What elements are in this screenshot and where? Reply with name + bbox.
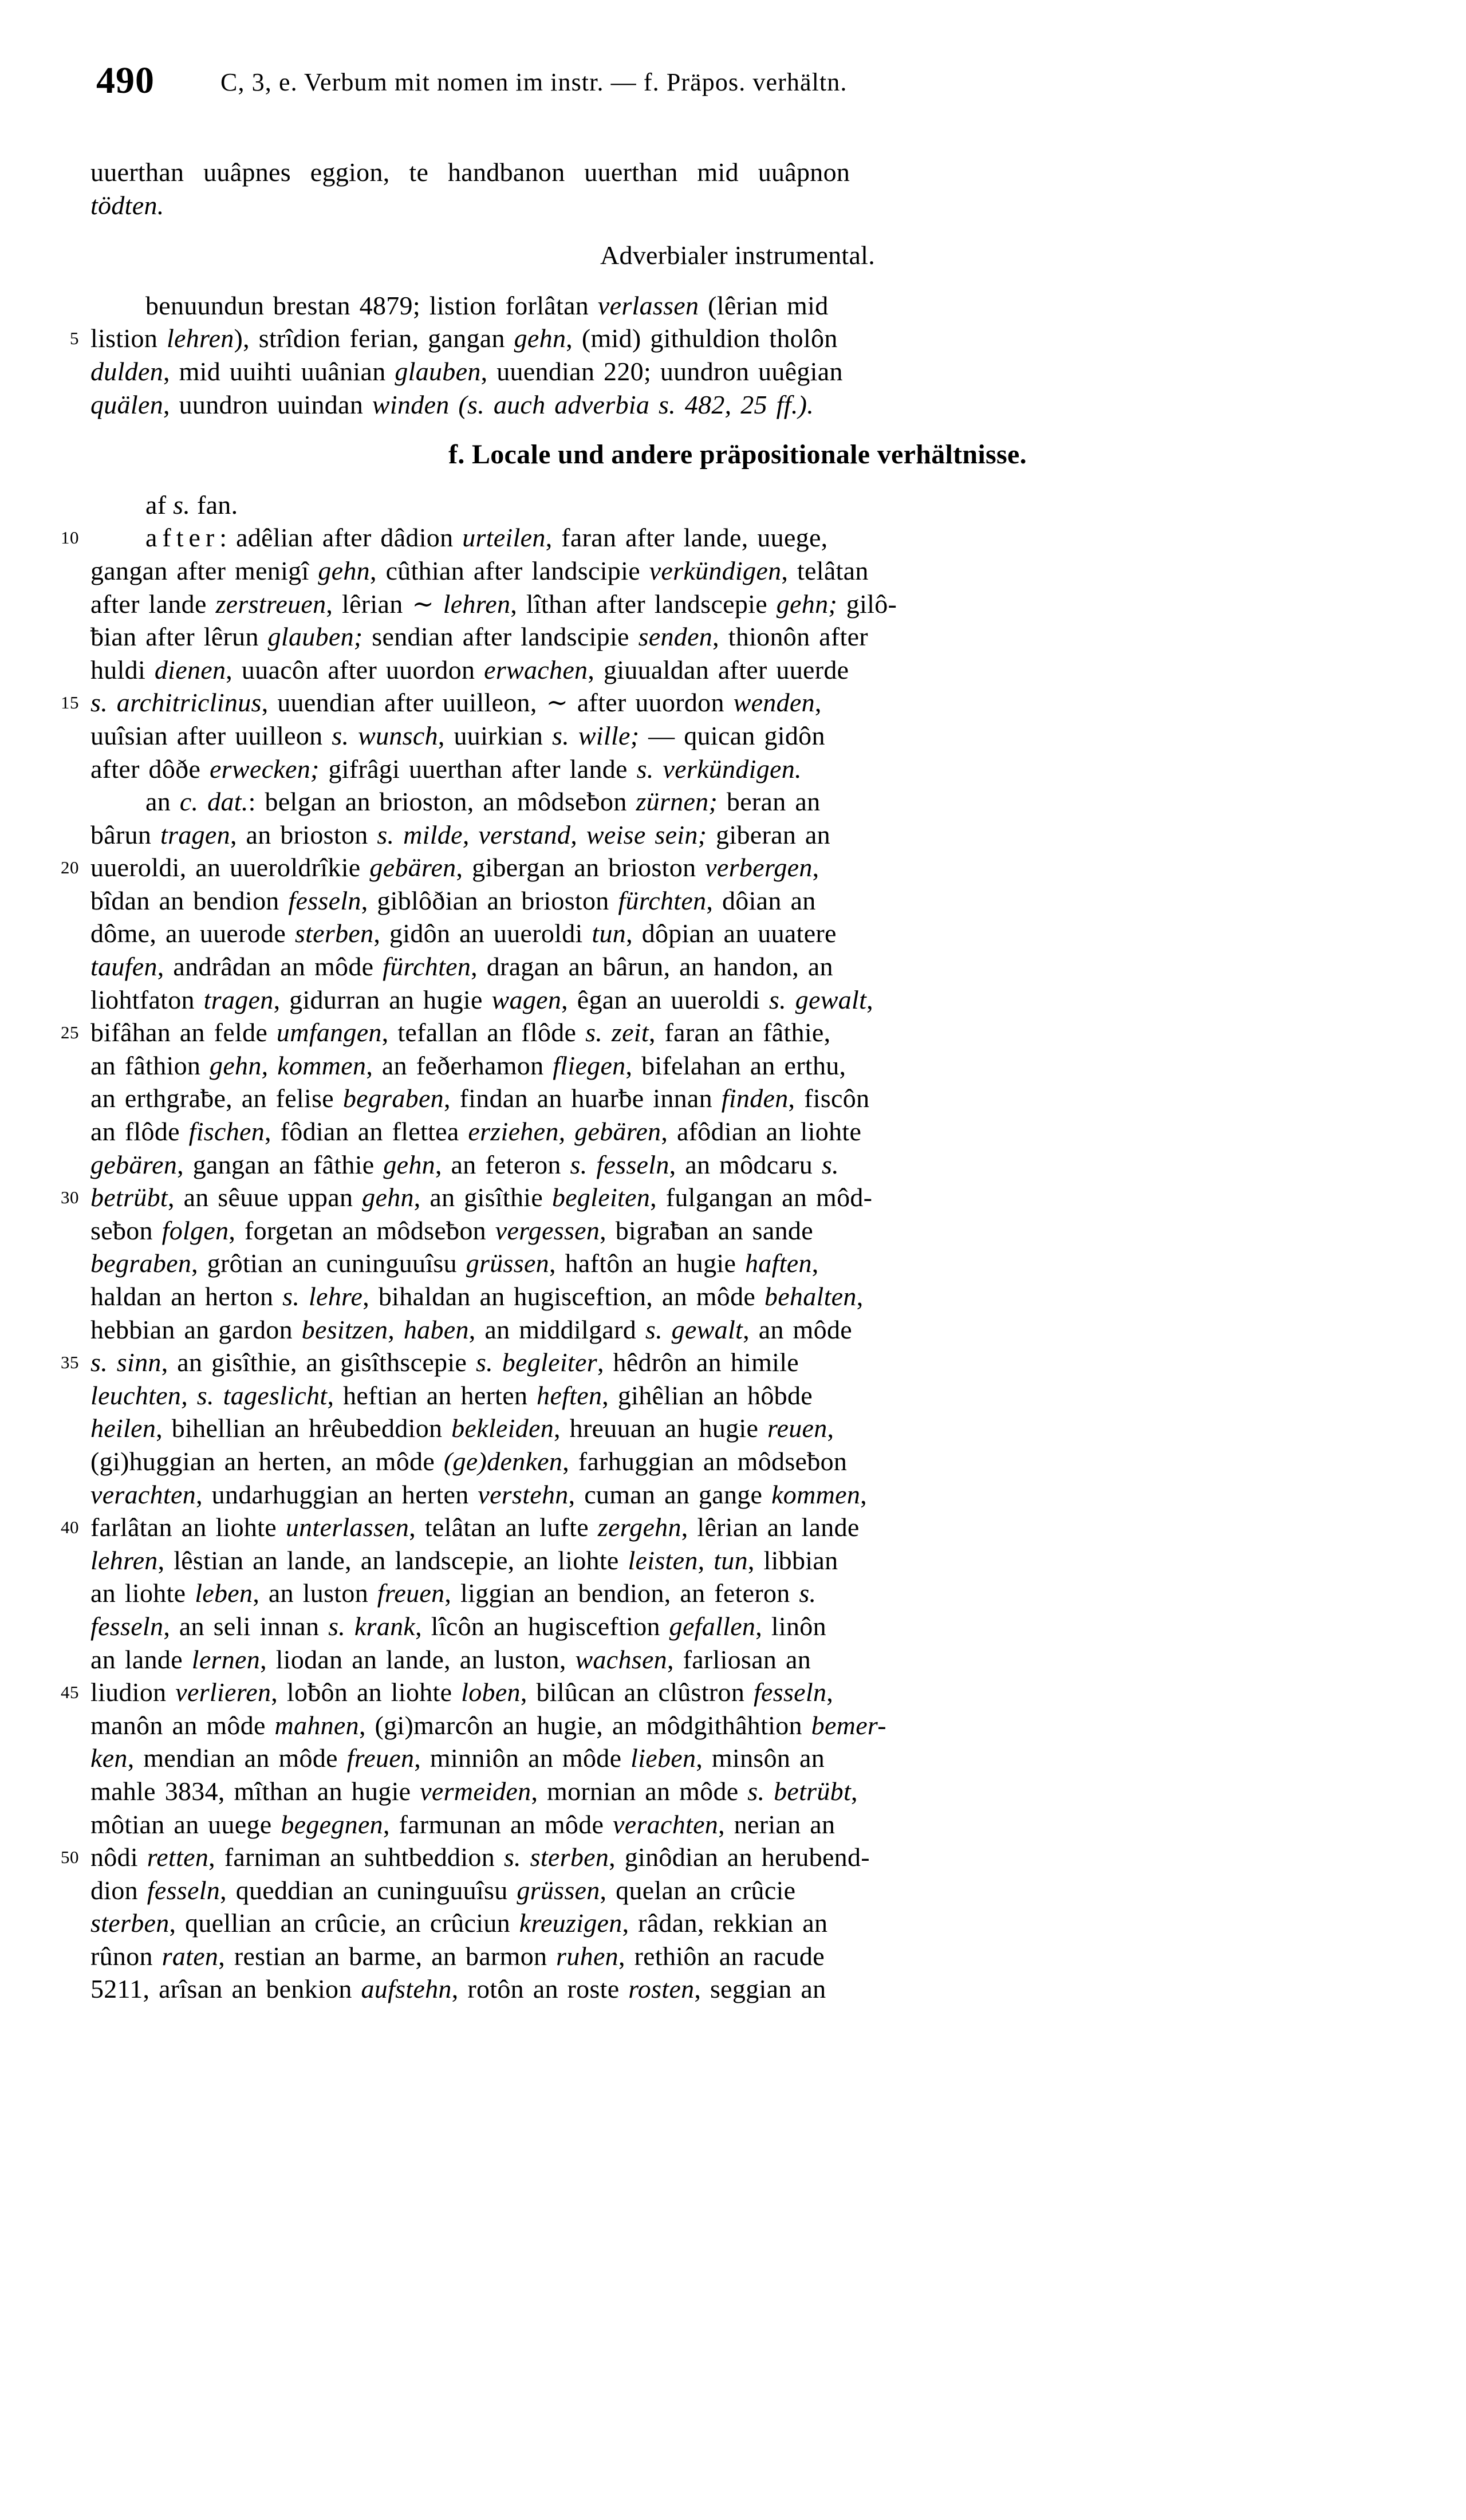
text-line [0, 1808, 1466, 1841]
text-line [0, 355, 1466, 388]
text-line [0, 1016, 1466, 1049]
line-text: bârun tragen, an brioston s. milde, verstand, weise sein; giberan an [90, 820, 830, 849]
line-text: ƀian after lêrun glauben; sendian after landscipie senden, thionôn after [90, 622, 868, 652]
line-text: after: adêlian after dâdion urteilen, faran after lande, uuege, [145, 523, 828, 553]
line-text: 5211, arîsan an benkion aufstehn, rotôn an roste rosten, seggian an [90, 1974, 826, 2004]
line-spacer [0, 272, 1466, 289]
line-text: mahle 3834, mîthan an hugie vermeiden, mornian an môde s. betrübt, [90, 1776, 858, 1806]
line-text: farlâtan an liohte unterlassen, telâtan an lufte zergehn, lêrian an lande [90, 1513, 860, 1542]
line-text: an erthgraƀe, an felise begraben, findan an huarƀe innan finden, fiscôn [90, 1084, 870, 1113]
text-line [0, 785, 1466, 818]
line-number: 35 [61, 1352, 79, 1373]
line-number: 30 [61, 1187, 79, 1208]
line-text: bifâhan an felde umfangen, tefallan an flôde s. zeit, faran an fâthie, [90, 1018, 831, 1048]
text-line [0, 239, 1466, 272]
text-line [0, 156, 1466, 189]
line-text: tödten. [90, 190, 164, 220]
line-text: gebären, gangan an fâthie gehn, an feteron s. fesseln, an môdcaru s. [90, 1149, 839, 1179]
text-line [0, 1577, 1466, 1610]
line-number: 50 [61, 1847, 79, 1868]
text-line [0, 1874, 1466, 1907]
line-text: quälen, uundron uuindan winden (s. auch adverbia s. 482, 25 ff.). [90, 389, 814, 419]
section-heading: f. Locale und andere präpositionale verhältnisse. [448, 439, 1027, 470]
line-text: uuerthan uuâpnes eggion, te handbanon uuerthan mid uuâpnon [90, 158, 850, 187]
text-line [0, 884, 1466, 918]
line-number: 20 [61, 857, 79, 878]
line-text: (gi)huggian an herten, an môde (ge)denken, farhuggian an môdseƀon [90, 1446, 848, 1476]
text-line [0, 1940, 1466, 1973]
text-line [0, 1049, 1466, 1082]
line-text: rûnon raten, restian an barme, an barmon ruhen, rethiôn an racude [90, 1941, 825, 1971]
text-line [0, 1610, 1466, 1643]
text-line [0, 917, 1466, 950]
line-text: benuundun brestan 4879; listion forlâtan verlassen (lêrian mid [145, 290, 829, 320]
text-line [0, 322, 1466, 355]
text-line [0, 1379, 1466, 1412]
text-line [0, 719, 1466, 753]
text-line [0, 1082, 1466, 1115]
line-text: heilen, bihellian an hrêubeddion bekleiden, hreuuan an hugie reuen, [90, 1413, 834, 1443]
line-text: an c. dat.: belgan an brioston, an môdseƀon zürnen; beran an [145, 787, 821, 817]
text-line [0, 1775, 1466, 1808]
text-line [0, 521, 1466, 554]
line-text: manôn an môde mahnen, (gi)marcôn an hugie, an môdgithâhtion bemer- [90, 1710, 886, 1740]
line-text: liudion verlieren, loƀôn an liohte loben, bilûcan an clûstron fesseln, [90, 1678, 834, 1707]
line-text: huldi dienen, uuacôn after uuordon erwachen, giuualdan after uuerde [90, 655, 849, 684]
line-text: dulden, mid uuihti uuânian glauben, uuendian 220; uundron uuêgian [90, 356, 843, 386]
line-text: after dôðe erwecken; gifrâgi uuerthan after lande s. verkündigen. [90, 754, 802, 783]
line-text: haldan an herton s. lehre, bihaldan an hugisceftion, an môde behalten, [90, 1282, 864, 1311]
text-line [0, 1346, 1466, 1379]
line-number: 10 [61, 527, 79, 548]
text-line [0, 1181, 1466, 1214]
text-line [0, 818, 1466, 852]
text-line [0, 189, 1466, 222]
text-line [0, 851, 1466, 884]
line-spacer [0, 421, 1466, 438]
line-text: listion lehren), strîdion ferian, gangan gehn, (mid) githuldion tholôn [90, 324, 838, 353]
line-text: gangan after menigî gehn, cûthian after landscipie verkündigen, telâtan [90, 556, 869, 585]
line-text: fesseln, an seli innan s. krank, lîcôn an hugisceftion gefallen, linôn [90, 1611, 826, 1641]
text-line [0, 653, 1466, 687]
line-text: liohtfaton tragen, gidurran an hugie wagen, êgan an uueroldi s. gewalt, [90, 985, 873, 1014]
text-line [0, 1972, 1466, 2006]
line-text: seƀon folgen, forgetan an môdseƀon vergessen, bigraƀan an sande [90, 1215, 813, 1245]
text-line [0, 388, 1466, 422]
text-line [0, 1709, 1466, 1742]
text-line [0, 1148, 1466, 1182]
line-spacer [0, 222, 1466, 239]
text-line [0, 1742, 1466, 1775]
line-text: s. architriclinus, uuendian after uuilleon, ∼ after uuordon wenden, [90, 688, 822, 718]
line-number: 40 [61, 1517, 79, 1538]
text-line [0, 1412, 1466, 1445]
line-number: 15 [61, 692, 79, 713]
running-head-title: C, 3, e. Verbum mit nomen im instr. — f. Präpos. verhältn. [220, 68, 848, 96]
text-line [0, 1214, 1466, 1247]
line-text: uueroldi, an uueroldrîkie gebären, gibergan an brioston verbergen, [90, 853, 819, 883]
running-head [0, 62, 1466, 115]
line-text: betrübt, an sêuue uppan gehn, an gisîthie begleiten, fulgangan an môd- [90, 1183, 873, 1212]
text-line [0, 289, 1466, 322]
folio-number: 490 [96, 60, 155, 101]
line-spacer [0, 471, 1466, 489]
line-text: an fâthion gehn, kommen, an feðerhamon fliegen, bifelahan an erthu, [90, 1050, 846, 1080]
text-line [0, 1643, 1466, 1676]
line-text: s. sinn, an gisîthie, an gisîthscepie s. begleiter, hêdrôn an himile [90, 1348, 799, 1377]
line-text: ken, mendian an môde freuen, minniôn an môde lieben, minsôn an [90, 1743, 825, 1773]
text-line [0, 489, 1466, 522]
text-line [0, 1280, 1466, 1313]
line-number: 5 [70, 328, 79, 349]
line-number: 25 [61, 1022, 79, 1043]
line-text: af s. fan. [145, 490, 238, 519]
line-text: verachten, undarhuggian an herten verstehn, cuman an gange kommen, [90, 1479, 867, 1509]
section-heading: Adverbialer instrumental. [600, 241, 876, 270]
line-text: begraben, grôtian an cuninguuîsu grüssen, haftôn an hugie haften, [90, 1249, 819, 1278]
text-line [0, 554, 1466, 588]
text-line [0, 1445, 1466, 1478]
text-line [0, 950, 1466, 983]
text-line [0, 620, 1466, 653]
line-text: after lande zerstreuen, lêrian ∼ lehren, lîthan after landscepie gehn; gilô- [90, 589, 897, 619]
text-line [0, 1907, 1466, 1940]
text-line [0, 438, 1466, 471]
line-text: an flôde fischen, fôdian an flettea erziehen, gebären, afôdian an liohte [90, 1117, 862, 1147]
line-text: môtian an uuege begegnen, farmunan an môde verachten, nerian an [90, 1809, 836, 1839]
line-text: an lande lernen, liodan an lande, an luston, wachsen, farliosan an [90, 1644, 811, 1674]
text-line [0, 1676, 1466, 1709]
line-text: taufen, andrâdan an môde fürchten, dragan an bârun, an handon, an [90, 952, 833, 982]
text-line [0, 588, 1466, 621]
line-text: hebbian an gardon besitzen, haben, an middilgard s. gewalt, an môde [90, 1314, 852, 1344]
line-text: sterben, quellian an crûcie, an crûciun kreuzigen, râdan, rekkian an [90, 1908, 828, 1938]
line-text: dôme, an uuerode sterben, gidôn an uueroldi tun, dôpian an uuatere [90, 919, 837, 948]
line-text: uuîsian after uuilleon s. wunsch, uuirkian s. wille; — quican gidôn [90, 720, 825, 750]
text-line [0, 753, 1466, 786]
line-text: leuchten, s. tageslicht, heftian an herten heften, gihêlian an hôbde [90, 1380, 813, 1410]
text-block [0, 156, 1466, 2006]
line-text: an liohte leben, an luston freuen, liggian an bendion, an feteron s. [90, 1578, 817, 1608]
line-text: bîdan an bendion fesseln, giblôðian an brioston fürchten, dôian an [90, 885, 816, 915]
text-line [0, 1115, 1466, 1148]
line-number: 45 [61, 1682, 79, 1703]
line-text: dion fesseln, queddian an cuninguuîsu grüssen, quelan an crûcie [90, 1875, 796, 1905]
line-text: lehren, lêstian an lande, an landscepie, an liohte leisten, tun, libbian [90, 1545, 838, 1575]
text-line [0, 1478, 1466, 1511]
text-line [0, 1841, 1466, 1874]
text-line [0, 686, 1466, 719]
line-text: nôdi retten, farniman an suhtbeddion s. sterben, ginôdian an herubend- [90, 1842, 870, 1872]
text-line [0, 1511, 1466, 1544]
text-line [0, 1247, 1466, 1280]
text-line [0, 1544, 1466, 1577]
text-line [0, 1313, 1466, 1346]
text-line [0, 983, 1466, 1017]
